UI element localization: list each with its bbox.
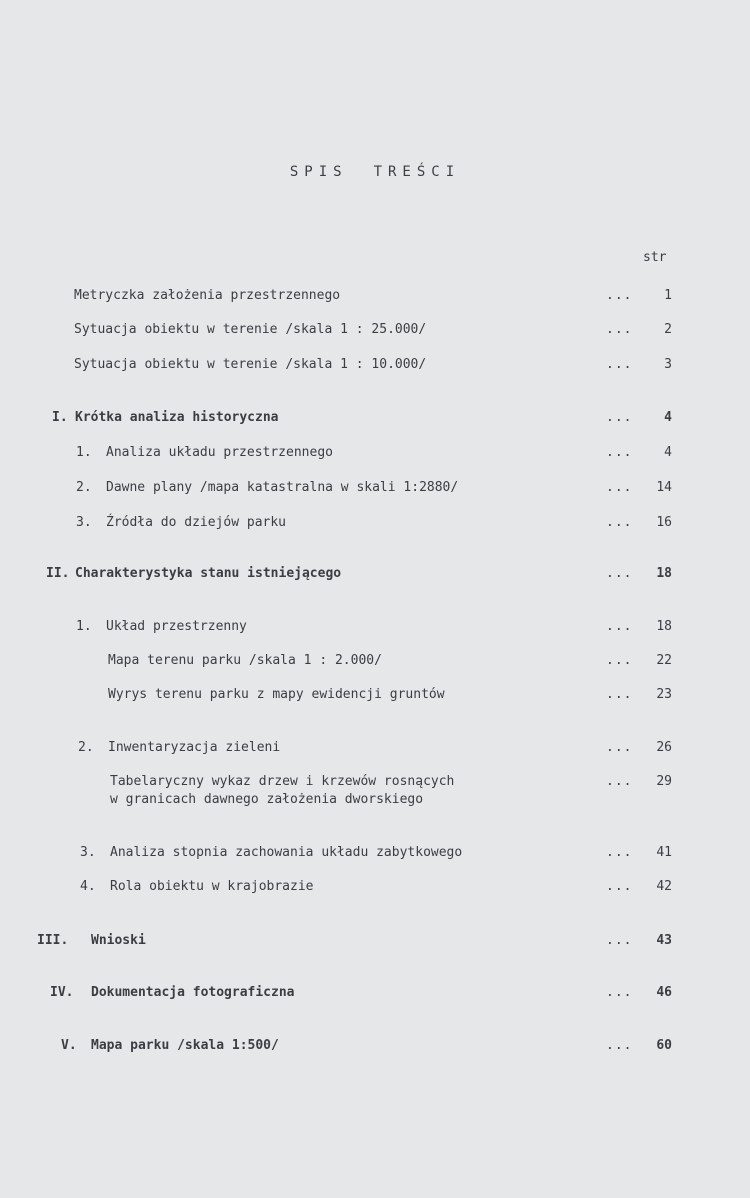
toc-chapter-text: Dokumentacja fotograficzna xyxy=(91,985,295,1000)
toc-page-number: 3 xyxy=(664,357,672,372)
toc-entry-text: Analiza układu przestrzennego xyxy=(106,445,333,460)
toc-leader: ... xyxy=(606,985,633,1000)
toc-page-number: 29 xyxy=(656,774,672,789)
toc-leader: ... xyxy=(606,566,633,581)
toc-entry-text-line-2: w granicach dawnego założenia dworskiego xyxy=(110,792,424,807)
toc-entry-text: Mapa terenu parku /skala 1 : 2.000/ xyxy=(108,653,382,668)
toc-leader: ... xyxy=(606,515,633,530)
toc-entry-number: 1. xyxy=(76,445,92,460)
toc-leader: ... xyxy=(606,687,633,702)
toc-leader: ... xyxy=(606,322,633,337)
toc-entry-text: Źródła do dziejów parku xyxy=(106,515,287,530)
toc-entry-number: 2. xyxy=(78,740,94,755)
toc-entry-text: Inwentaryzacja zieleni xyxy=(108,740,281,755)
toc-page-number: 23 xyxy=(656,687,672,702)
toc-entry-number: 3. xyxy=(76,515,92,530)
title-word-1: SPIS xyxy=(289,164,348,180)
toc-entry-number: 4. xyxy=(80,879,96,894)
toc-page-number: 18 xyxy=(656,566,672,581)
toc-entry-number: 2. xyxy=(76,480,92,495)
toc-chapter-text: Krótka analiza historyczna xyxy=(75,410,279,425)
page-title xyxy=(0,164,750,180)
toc-page-number: 43 xyxy=(656,933,672,948)
toc-entry-text: Rola obiektu w krajobrazie xyxy=(110,879,314,894)
toc-chapter-number: III. xyxy=(37,933,69,948)
toc-leader: ... xyxy=(606,480,633,495)
toc-leader: ... xyxy=(606,933,633,948)
toc-leader: ... xyxy=(606,410,633,425)
toc-page-number: 42 xyxy=(656,879,672,894)
toc-leader: ... xyxy=(606,445,633,460)
toc-leader: ... xyxy=(606,619,633,634)
toc-entry-text: Dawne plany /mapa katastralna w skali 1:2880/ xyxy=(106,480,459,495)
toc-chapter-number: I. xyxy=(52,410,68,425)
toc-page-number: 41 xyxy=(656,845,672,860)
toc-leader: ... xyxy=(606,774,633,789)
toc-leader: ... xyxy=(606,845,633,860)
toc-entry-text: Sytuacja obiektu w terenie /skala 1 : 10.000/ xyxy=(74,357,427,372)
toc-leader: ... xyxy=(606,740,633,755)
toc-entry-text: Metryczka założenia przestrzennego xyxy=(74,288,341,303)
toc-entry-text: Sytuacja obiektu w terenie /skala 1 : 25.000/ xyxy=(74,322,427,337)
toc-entry-number: 3. xyxy=(80,845,96,860)
toc-page-number: 4 xyxy=(664,445,672,460)
toc-leader: ... xyxy=(606,879,633,894)
toc-page-number: 2 xyxy=(664,322,672,337)
toc-leader: ... xyxy=(606,357,633,372)
toc-leader: ... xyxy=(606,653,633,668)
toc-chapter-text: Wnioski xyxy=(91,933,146,948)
toc-entry-text: Tabelaryczny wykaz drzew i krzewów rosnących xyxy=(110,774,455,789)
toc-entry-text: Analiza stopnia zachowania układu zabytkowego xyxy=(110,845,463,860)
toc-chapter-number: II. xyxy=(46,566,70,581)
toc-chapter-number: IV. xyxy=(50,985,74,1000)
toc-page-number: 1 xyxy=(664,288,672,303)
toc-page-number: 22 xyxy=(656,653,672,668)
toc-page-number: 46 xyxy=(656,985,672,1000)
toc-entry-text: Układ przestrzenny xyxy=(106,619,247,634)
toc-leader: ... xyxy=(606,1038,633,1053)
toc-page-number: 60 xyxy=(656,1038,672,1053)
toc-page-number: 26 xyxy=(656,740,672,755)
toc-page-number: 16 xyxy=(656,515,672,530)
toc-entry xyxy=(0,774,750,810)
toc-chapter-number: V. xyxy=(61,1038,77,1053)
toc-page-number: 18 xyxy=(656,619,672,634)
title-word-2: TREŚCI xyxy=(373,164,461,180)
toc-leader: ... xyxy=(606,288,633,303)
toc-page-number: 4 xyxy=(664,410,672,425)
toc-chapter-text: Charakterystyka stanu istniejącego xyxy=(75,566,342,581)
toc-page-number: 14 xyxy=(656,480,672,495)
toc-entry-text: Wyrys terenu parku z mapy ewidencji gruntów xyxy=(108,687,445,702)
toc-entry-number: 1. xyxy=(76,619,92,634)
toc-chapter-text: Mapa parku /skala 1:500/ xyxy=(91,1038,279,1053)
page-column-label: str xyxy=(643,250,667,265)
